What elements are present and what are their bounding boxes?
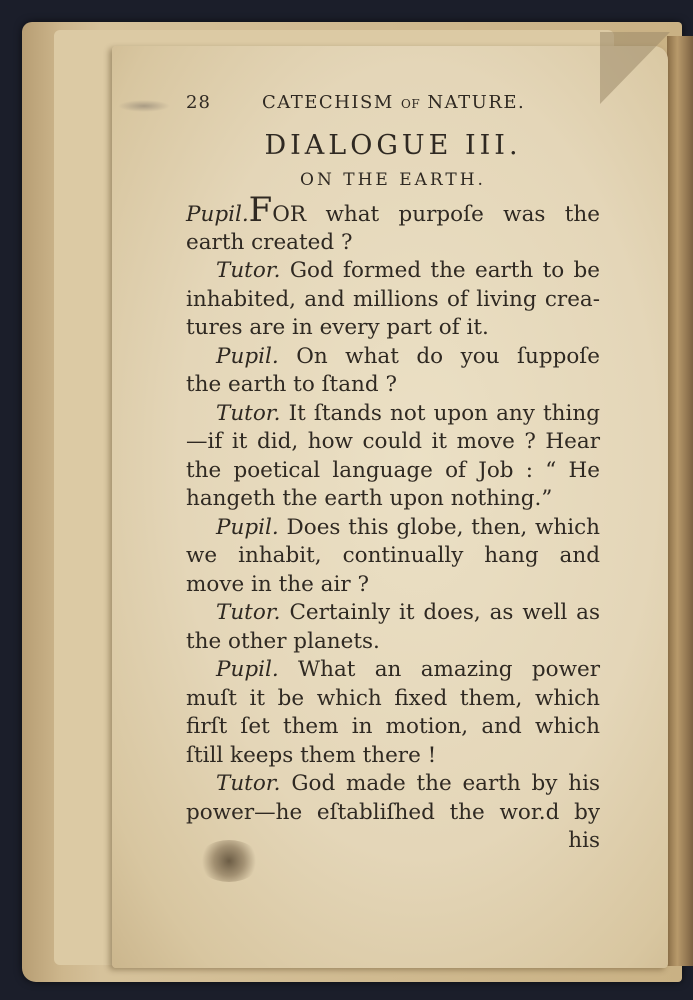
text-line: the other planets. (186, 628, 380, 654)
speaker-label: Pupil. (186, 202, 249, 227)
body-text (186, 190, 600, 856)
line-text: It ſtands not upon any thing (288, 400, 600, 426)
text-line (186, 190, 600, 230)
line-text: God formed the earth to be (289, 258, 600, 283)
text-line: earth created ? (186, 229, 353, 255)
text-line: hangeth the earth upon nothing.” (186, 486, 553, 511)
text-line (186, 514, 600, 543)
speaker-label: Tutor. (216, 600, 281, 625)
text-line: inhabited, and millions of living crea- (186, 286, 600, 312)
text-line (186, 257, 600, 286)
text-line (186, 400, 600, 429)
text-line: the poetical language of Job : “ He (186, 457, 600, 483)
dialogue-subtitle: ON THE EARTH. (300, 170, 486, 190)
speaker-label: Pupil. (216, 514, 279, 540)
line-text: What an amazing power (298, 657, 600, 682)
line-text: Certainly it does, as well as (289, 600, 600, 625)
drop-initial: F (248, 190, 273, 230)
line-text: On what do you ſuppoſe (296, 343, 600, 369)
running-title-part1: CATECHISM (262, 92, 401, 113)
line-text: OR what purpoſe was the (272, 202, 600, 227)
catchword: his (568, 828, 600, 853)
page-number: 28 (186, 92, 211, 113)
speaker-label: Pupil. (216, 343, 279, 369)
text-line: —if it did, how could it move ? Hear (186, 429, 600, 454)
text-line: tures are in every part of it. (186, 315, 489, 340)
running-header (0, 92, 693, 116)
text-line (186, 656, 600, 685)
text-line: muſt it be which fixed them, which (186, 685, 600, 711)
text-line: firſt ſet them in motion, and which (186, 714, 600, 739)
facing-page-edge (667, 36, 693, 966)
text-line (186, 599, 600, 628)
text-line (186, 343, 600, 372)
text-line: we inhabit, continually hang and (186, 543, 600, 568)
text-line (186, 770, 600, 799)
running-title (262, 92, 525, 113)
speaker-label: Pupil. (216, 657, 279, 682)
text-line: move in the air ? (186, 571, 369, 597)
text-line: power—he eſtabliſhed the wor.d by (186, 799, 600, 825)
line-text: God made the earth by his (291, 771, 600, 796)
dialogue-title: DIALOGUE III. (264, 130, 522, 161)
text-line: ſtill keeps them there ! (186, 742, 437, 768)
running-title-part2: NATURE. (420, 92, 526, 113)
speaker-label: Tutor. (216, 771, 281, 796)
running-title-of: OF (401, 97, 421, 111)
speaker-label: Tutor. (216, 258, 281, 283)
speaker-label: Tutor. (216, 400, 281, 426)
text-line: the earth to ſtand ? (186, 372, 397, 397)
line-text: Does this globe, then, which (286, 514, 600, 540)
